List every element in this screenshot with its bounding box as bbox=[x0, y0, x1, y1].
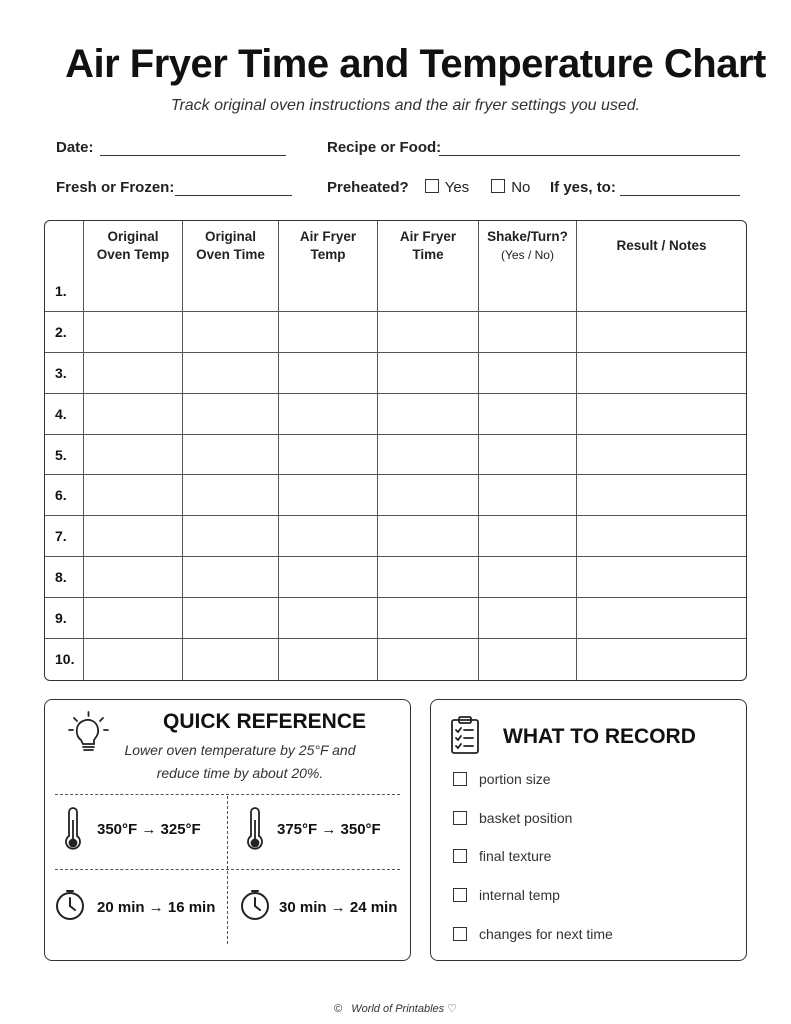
record-checkbox[interactable] bbox=[453, 927, 467, 941]
table-cell[interactable] bbox=[378, 271, 479, 312]
table-cell[interactable] bbox=[577, 639, 746, 680]
table-cell[interactable] bbox=[183, 312, 279, 353]
date-field[interactable] bbox=[100, 155, 286, 156]
yes-label: Yes bbox=[444, 179, 470, 196]
table-cell[interactable] bbox=[279, 435, 378, 476]
col-air-fryer-temp: Air Fryer Temp bbox=[279, 221, 378, 271]
table-cell[interactable] bbox=[84, 312, 183, 353]
table-cell[interactable] bbox=[279, 557, 378, 598]
table-cell[interactable] bbox=[279, 353, 378, 394]
preheated-label: Preheated? bbox=[327, 179, 409, 196]
row-number: 2. bbox=[45, 312, 84, 353]
table-row bbox=[45, 271, 746, 312]
table-cell[interactable] bbox=[279, 516, 378, 557]
thermometer-icon bbox=[63, 808, 83, 854]
record-item-label: internal temp bbox=[479, 887, 560, 903]
record-item-label: portion size bbox=[479, 771, 551, 787]
row-number: 1. bbox=[45, 271, 84, 312]
no-checkbox[interactable] bbox=[491, 179, 505, 193]
table-cell[interactable] bbox=[378, 312, 479, 353]
record-item bbox=[453, 848, 551, 864]
thermometer-icon bbox=[245, 808, 265, 854]
table-cell[interactable] bbox=[279, 598, 378, 639]
col-original-oven-time: Original Oven Time bbox=[183, 221, 279, 271]
conversion-time-20: 20 min → 16 min bbox=[97, 899, 216, 916]
table-cell[interactable] bbox=[84, 557, 183, 598]
table-cell[interactable] bbox=[183, 271, 279, 312]
row-number: 7. bbox=[45, 516, 84, 557]
page-subtitle: Track original oven instructions and the air fryer settings you used. bbox=[170, 97, 641, 114]
table-cell[interactable] bbox=[84, 394, 183, 435]
table-cell[interactable] bbox=[279, 271, 378, 312]
what-to-record-title: WHAT TO RECORD bbox=[503, 725, 696, 748]
record-checkbox[interactable] bbox=[453, 772, 467, 786]
if-yes-label: If yes, to: bbox=[550, 179, 616, 196]
quick-reference-panel bbox=[44, 699, 411, 961]
divider bbox=[55, 794, 400, 795]
table-cell[interactable] bbox=[378, 475, 479, 516]
row-number: 3. bbox=[45, 353, 84, 394]
table-cell[interactable] bbox=[378, 516, 479, 557]
table-cell[interactable] bbox=[378, 557, 479, 598]
quick-reference-line2: reduce time by about 20%. bbox=[156, 765, 324, 781]
table-cell[interactable] bbox=[479, 557, 577, 598]
row-number: 4. bbox=[45, 394, 84, 435]
table-cell[interactable] bbox=[183, 598, 279, 639]
conversion-temp-375: 375°F → 350°F bbox=[277, 821, 381, 838]
table-cell[interactable] bbox=[378, 639, 479, 680]
record-item-label: basket position bbox=[479, 810, 573, 826]
table-cell[interactable] bbox=[84, 353, 183, 394]
divider bbox=[227, 796, 228, 944]
table-cell[interactable] bbox=[183, 557, 279, 598]
date-label: Date: bbox=[56, 139, 94, 156]
footer bbox=[0, 1002, 791, 1015]
table-row bbox=[45, 312, 746, 353]
clipboard-checklist-icon bbox=[451, 716, 479, 754]
lightbulb-icon bbox=[69, 712, 109, 758]
row-number: 10. bbox=[45, 639, 84, 680]
record-item bbox=[453, 771, 551, 787]
col-shake-turn: Shake/Turn? (Yes / No) bbox=[479, 221, 577, 271]
table-cell[interactable] bbox=[84, 639, 183, 680]
table-row bbox=[45, 639, 746, 680]
table-cell[interactable] bbox=[479, 271, 577, 312]
table-cell[interactable] bbox=[279, 475, 378, 516]
table-cell[interactable] bbox=[183, 394, 279, 435]
row-number: 9. bbox=[45, 598, 84, 639]
table-cell[interactable] bbox=[577, 353, 746, 394]
record-checkbox[interactable] bbox=[453, 849, 467, 863]
col-air-fryer-time: Air Fryer Time bbox=[378, 221, 479, 271]
copyright-mark: © bbox=[333, 1003, 343, 1015]
record-item-label: final texture bbox=[479, 848, 552, 864]
table-cell[interactable] bbox=[479, 312, 577, 353]
row-number: 6. bbox=[45, 475, 84, 516]
table-cell[interactable] bbox=[378, 435, 479, 476]
preheated-group bbox=[327, 179, 530, 196]
clock-icon bbox=[239, 889, 271, 921]
table-cell[interactable] bbox=[479, 394, 577, 435]
table-cell[interactable] bbox=[577, 475, 746, 516]
table-cell[interactable] bbox=[378, 598, 479, 639]
table-cell[interactable] bbox=[84, 598, 183, 639]
table-cell[interactable] bbox=[378, 394, 479, 435]
table-cell[interactable] bbox=[183, 639, 279, 680]
table-cell[interactable] bbox=[84, 516, 183, 557]
record-item bbox=[453, 926, 613, 942]
heart-icon: ♡ bbox=[447, 1003, 458, 1015]
record-item-label: changes for next time bbox=[479, 926, 613, 942]
conversion-time-30: 30 min → 24 min bbox=[279, 899, 398, 916]
table-cell[interactable] bbox=[183, 353, 279, 394]
if-yes-field[interactable] bbox=[620, 195, 740, 196]
table-cell[interactable] bbox=[479, 353, 577, 394]
table-row bbox=[45, 394, 746, 435]
table-cell[interactable] bbox=[183, 516, 279, 557]
table-cell[interactable] bbox=[577, 598, 746, 639]
table-cell[interactable] bbox=[577, 557, 746, 598]
col-result-notes: Result / Notes bbox=[616, 238, 707, 253]
table-cell[interactable] bbox=[84, 475, 183, 516]
table-row bbox=[45, 557, 746, 598]
fresh-frozen-field[interactable] bbox=[175, 195, 292, 196]
table-cell[interactable] bbox=[577, 435, 746, 476]
row-number: 5. bbox=[45, 435, 84, 476]
table-cell[interactable] bbox=[479, 435, 577, 476]
log-table bbox=[44, 220, 747, 681]
table-cell[interactable] bbox=[577, 271, 746, 312]
page-title: Air Fryer Time and Temperature Chart bbox=[65, 42, 766, 86]
table-cell[interactable] bbox=[479, 516, 577, 557]
table-cell[interactable] bbox=[479, 475, 577, 516]
quick-reference-title: QUICK REFERENCE bbox=[163, 710, 367, 733]
table-cell[interactable] bbox=[183, 435, 279, 476]
clock-icon bbox=[54, 889, 86, 921]
table-cell[interactable] bbox=[279, 394, 378, 435]
table-cell[interactable] bbox=[84, 435, 183, 476]
record-item bbox=[453, 810, 572, 826]
brand-logo: World of Printables bbox=[351, 1003, 445, 1015]
row-number-header bbox=[45, 221, 84, 271]
table-cell[interactable] bbox=[279, 639, 378, 680]
record-checkbox[interactable] bbox=[453, 888, 467, 902]
table-row bbox=[45, 435, 746, 476]
no-label: No bbox=[511, 179, 531, 196]
table-cell[interactable] bbox=[84, 271, 183, 312]
fresh-frozen-label: Fresh or Frozen: bbox=[56, 179, 175, 196]
quick-reference-line1: Lower oven temperature by 25°F and bbox=[124, 742, 356, 758]
table-row bbox=[45, 353, 746, 394]
recipe-field[interactable] bbox=[439, 155, 740, 156]
what-to-record-panel bbox=[430, 699, 747, 961]
table-row bbox=[45, 598, 746, 639]
conversion-temp-350: 350°F → 325°F bbox=[97, 821, 201, 838]
table-row bbox=[45, 516, 746, 557]
yes-checkbox[interactable] bbox=[425, 179, 439, 193]
table-cell[interactable] bbox=[183, 475, 279, 516]
col-original-oven-temp: Original Oven Temp bbox=[84, 221, 183, 271]
row-number: 8. bbox=[45, 557, 84, 598]
table-cell[interactable] bbox=[479, 639, 577, 680]
record-item bbox=[453, 887, 560, 903]
table-cell[interactable] bbox=[577, 394, 746, 435]
table-cell[interactable] bbox=[279, 312, 378, 353]
table-cell[interactable] bbox=[577, 516, 746, 557]
table-header-row bbox=[45, 221, 746, 271]
record-checkbox[interactable] bbox=[453, 811, 467, 825]
table-cell[interactable] bbox=[479, 598, 577, 639]
table-cell[interactable] bbox=[378, 353, 479, 394]
table-cell[interactable] bbox=[577, 312, 746, 353]
recipe-label: Recipe or Food: bbox=[327, 139, 442, 156]
table-row bbox=[45, 475, 746, 516]
